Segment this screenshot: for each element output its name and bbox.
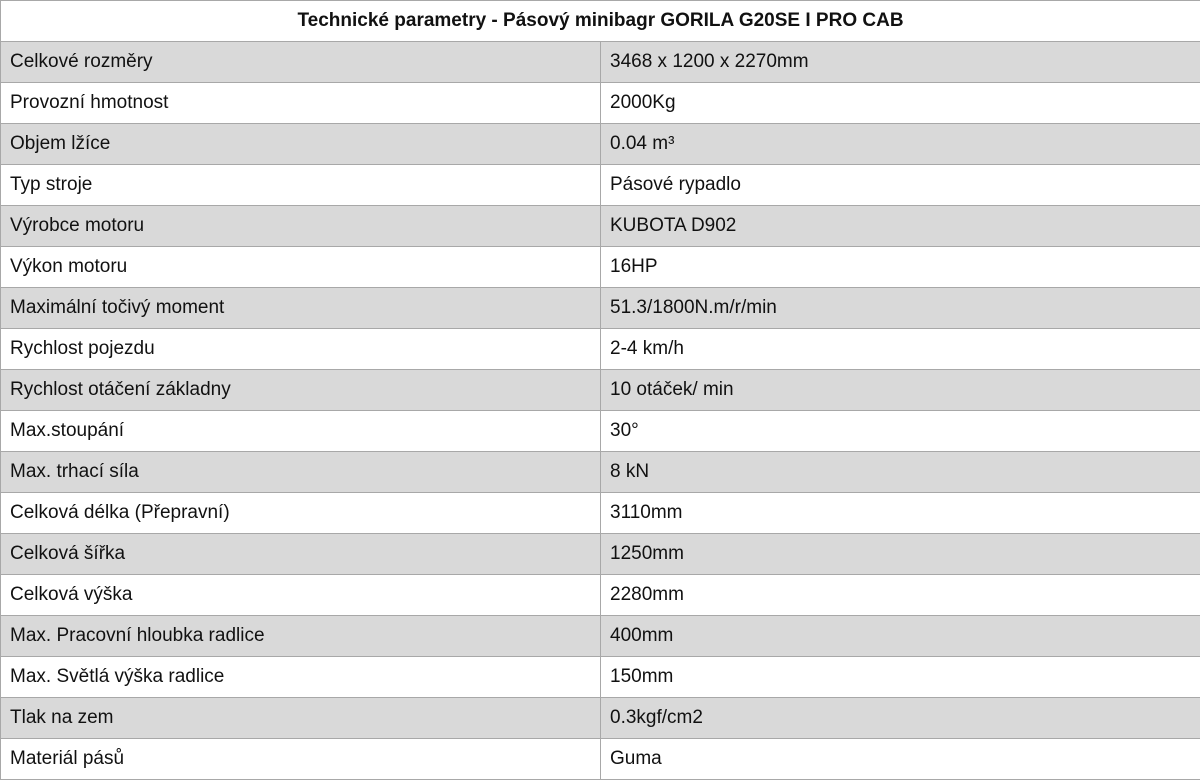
table-row bbox=[1, 452, 1200, 493]
spec-value: 51.3/1800N.m/r/min bbox=[601, 288, 1200, 329]
table-row bbox=[1, 370, 1200, 411]
spec-value: 1250mm bbox=[601, 534, 1200, 575]
spec-label: Rychlost otáčení základny bbox=[1, 370, 601, 411]
table-row bbox=[1, 698, 1200, 739]
table-row bbox=[1, 165, 1200, 206]
spec-label: Typ stroje bbox=[1, 165, 601, 206]
spec-value: 2280mm bbox=[601, 575, 1200, 616]
spec-value: Guma bbox=[601, 739, 1200, 780]
spec-value: Pásové rypadlo bbox=[601, 165, 1200, 206]
spec-label: Celkové rozměry bbox=[1, 42, 601, 83]
spec-label: Celková šířka bbox=[1, 534, 601, 575]
spec-label: Výkon motoru bbox=[1, 247, 601, 288]
spec-label: Objem lžíce bbox=[1, 124, 601, 165]
table-row bbox=[1, 288, 1200, 329]
spec-value: 30° bbox=[601, 411, 1200, 452]
spec-value: 150mm bbox=[601, 657, 1200, 698]
spec-value: 0.3kgf/cm2 bbox=[601, 698, 1200, 739]
table-row bbox=[1, 575, 1200, 616]
table-title: Technické parametry - Pásový minibagr GORILA G20SE I PRO CAB bbox=[1, 1, 1200, 42]
spec-label: Rychlost pojezdu bbox=[1, 329, 601, 370]
table-row bbox=[1, 616, 1200, 657]
table-row bbox=[1, 247, 1200, 288]
table-row bbox=[1, 534, 1200, 575]
spec-value: 400mm bbox=[601, 616, 1200, 657]
spec-label: Výrobce motoru bbox=[1, 206, 601, 247]
spec-label: Celková délka (Přepravní) bbox=[1, 493, 601, 534]
spec-label: Maximální točivý moment bbox=[1, 288, 601, 329]
spec-label: Max. Světlá výška radlice bbox=[1, 657, 601, 698]
spec-value: 16HP bbox=[601, 247, 1200, 288]
spec-value: 3110mm bbox=[601, 493, 1200, 534]
table-row bbox=[1, 657, 1200, 698]
spec-label: Provozní hmotnost bbox=[1, 83, 601, 124]
spec-value: 8 kN bbox=[601, 452, 1200, 493]
spec-value: 0.04 m³ bbox=[601, 124, 1200, 165]
table-row bbox=[1, 739, 1200, 780]
spec-label: Celková výška bbox=[1, 575, 601, 616]
table-row bbox=[1, 493, 1200, 534]
table-row bbox=[1, 206, 1200, 247]
spec-value: 2-4 km/h bbox=[601, 329, 1200, 370]
spec-label: Max. Pracovní hloubka radlice bbox=[1, 616, 601, 657]
spec-value: 2000Kg bbox=[601, 83, 1200, 124]
table-row bbox=[1, 83, 1200, 124]
spec-label: Max.stoupání bbox=[1, 411, 601, 452]
spec-label: Materiál pásů bbox=[1, 739, 601, 780]
spec-label: Tlak na zem bbox=[1, 698, 601, 739]
table-row bbox=[1, 42, 1200, 83]
table-row bbox=[1, 124, 1200, 165]
spec-value: KUBOTA D902 bbox=[601, 206, 1200, 247]
table-header-row bbox=[1, 1, 1200, 42]
spec-label: Max. trhací síla bbox=[1, 452, 601, 493]
table-row bbox=[1, 329, 1200, 370]
table-row bbox=[1, 411, 1200, 452]
spec-value: 10 otáček/ min bbox=[601, 370, 1200, 411]
spec-value: 3468 x 1200 x 2270mm bbox=[601, 42, 1200, 83]
